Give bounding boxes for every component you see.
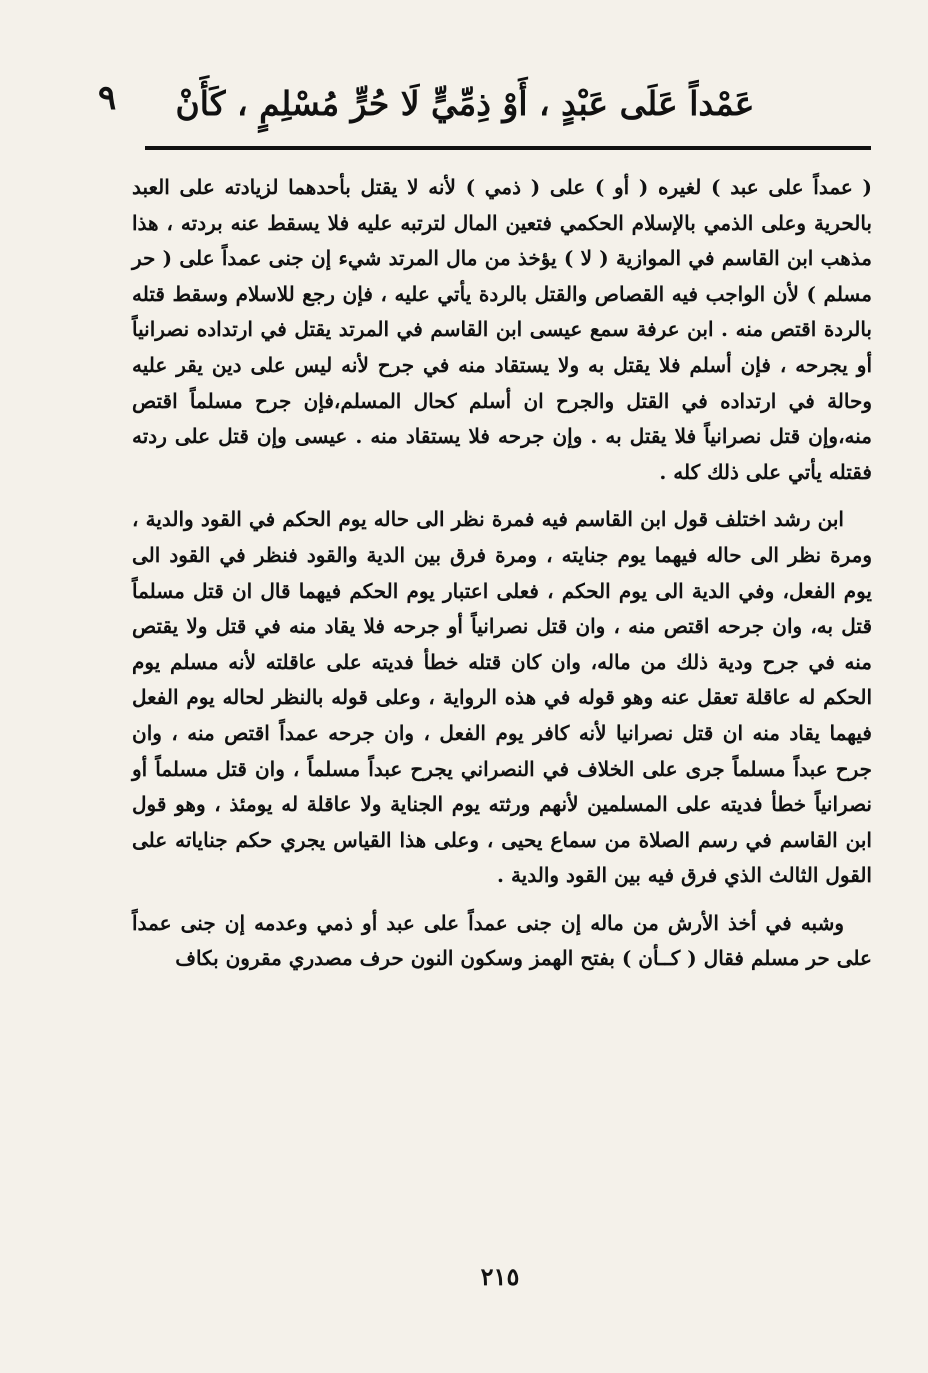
margin-mark: ٩ bbox=[98, 78, 117, 118]
paragraph-3: وشبه في أخذ الأرش من ماله إن جنى عمداً على عبد أو ذمي وعدمه إن جنى عمداً على حر مسلم فقال ( كــأن ) بفتح الهمز وسكون النون حرف مصدري مقرون بكاف bbox=[132, 910, 872, 971]
page-number: ٢١٥ bbox=[480, 1262, 520, 1291]
header-rule bbox=[145, 146, 871, 150]
body-text bbox=[132, 170, 872, 989]
paragraph-1: ( عمداً على عبد ) لغيره ( أو ) على ( ذمي ) لأنه لا يقتل بأحدهما لزيادته على العبد بالحرية وعلى الذمي بالإسلام الحكمي فتعين المال لترتبه عليه فلا يسقط عنه بردته ، هذا مذهب ابن القاسم في الموازية ( لا ) يؤخذ من مال المرتد شيء إن جنى عمداً على ( حر مسلم ) لأن الواجب فيه القصاص والقتل بالردة يأتي عليه ، فإن رجع للاسلام وسقط قتله بالردة اقتص منه . ابن عرفة سمع عيسى ابن القاسم في المرتد يقتل في ارتداده نصرانياً أو يجرحه ، فإن أسلم فلا يقتل به ولا يستقاد منه في جرح لأنه ليس على دين يقر عليه وحالة في ارتداده في القتل والجرح ان أسلم كحال المسلم،فإن جرح مسلماً اقتص منه،وإن قتل نصرانياً فلا يقتل به . وإن جرحه فلا يستقاد منه . عيسى وإن قتل على ردته فقتله يأتي على ذلك كله . bbox=[132, 175, 872, 484]
running-title: عَمْداً عَلَى عَبْدٍ ، أَوْ ذِمِّيٍّ لَا حُرٍّ مُسْلِمٍ ، كَأَنْ bbox=[175, 84, 755, 123]
paragraph-2: ابن رشد اختلف قول ابن القاسم فيه فمرة نظر الى حاله يوم الحكم في القود والدية ، ومرة نظر الى حاله فيهما يوم جنايته ، ومرة فرق بين الدية والقود فنظر في القود الى يوم الفعل، وفي الدية الى يوم الحكم ، فعلى اعتبار يوم الحكم فيهما قال ان قتل مسلماً قتل به، وان جرحه اقتص منه ، وان قتل نصرانياً أو جرحه فلا يقاد منه في قتل ولا يقتص منه في جرح ودية ذلك من ماله، وان كان قتله خطأ فديته على عاقلته لأنه مسلم يوم الحكم له عاقلة تعقل عنه وهو قوله في هذه الرواية ، وعلى قوله بالنظر لحاله يوم الفعل فيهما يقاد منه ان قتل نصرانيا لأنه كافر يوم الفعل ، وان جرحه عمداً اقتص منه ، وان جرح عبداً مسلماً جرى على الخلاف في النصراني يجرح عبداً مسلماً ، وان قتل مسلماً أو نصرانياً خطأ فديته على المسلمين لأنهم ورثته يوم الجناية ولا عاقلة له يومئذ ، وهو قول ابن القاسم في رسم الصلاة من سماع يحيى ، وعلى هذا القياس يجري حكم جناياته على القول الثالث الذي فرق فيه بين القود والدية . bbox=[132, 507, 872, 888]
